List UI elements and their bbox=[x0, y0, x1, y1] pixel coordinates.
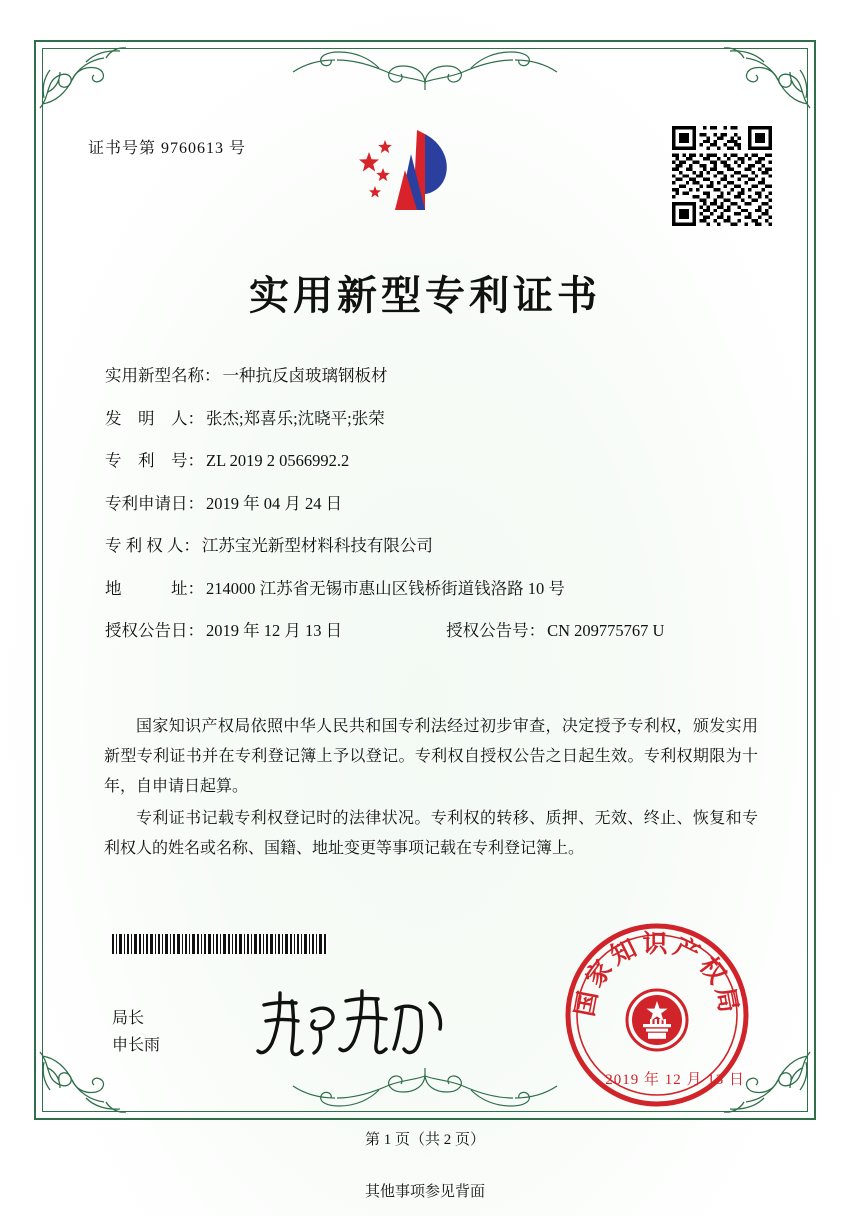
top-ornament-icon bbox=[275, 38, 575, 90]
corner-ornament-icon bbox=[36, 42, 128, 112]
signature-block bbox=[112, 1005, 160, 1059]
field-value: CN 209775767 U bbox=[547, 621, 665, 640]
legal-text bbox=[104, 712, 758, 866]
cnipa-logo-icon bbox=[355, 124, 465, 239]
page-title: 实用新型专利证书 bbox=[249, 272, 601, 319]
grant-date-group bbox=[105, 623, 342, 640]
grant-number-group bbox=[446, 623, 664, 640]
page-number: 第 1 页（共 2 页） bbox=[364, 1132, 485, 1148]
field-label: 授权公告号： bbox=[446, 621, 546, 640]
signature-name: 申长雨 bbox=[112, 1037, 161, 1054]
field-label: 专 利 权 人： bbox=[105, 536, 200, 555]
field-value: 江苏宝光新型材料科技有限公司 bbox=[201, 536, 433, 555]
field-label: 实用新型名称： bbox=[105, 366, 221, 385]
field-label: 地 址： bbox=[105, 578, 204, 598]
field-value: 214000 江苏省无锡市惠山区钱桥街道钱洛路 10 号 bbox=[206, 578, 565, 598]
field-label: 发 明 人： bbox=[105, 408, 204, 428]
seal-date: 2019 年 12 月 13 日 bbox=[605, 1072, 745, 1088]
field-list bbox=[105, 368, 760, 662]
field-value: 张杰;郑喜乐;沈晓平;张荣 bbox=[206, 408, 385, 428]
barcode bbox=[112, 934, 328, 954]
back-note: 其他事项参见背面 bbox=[364, 1184, 485, 1200]
field-label: 授权公告日： bbox=[105, 621, 204, 640]
field-row-patentee bbox=[105, 538, 760, 555]
signature-role: 局长 bbox=[112, 1010, 145, 1027]
field-row-application-date bbox=[105, 493, 760, 513]
bottom-ornament-icon bbox=[275, 1068, 575, 1120]
svg-text:国家知识产权局: 国家知识产权局 bbox=[569, 929, 745, 1019]
corner-ornament-icon bbox=[722, 42, 814, 112]
field-label: 专利申请日： bbox=[105, 493, 204, 513]
field-row-patent-number bbox=[105, 453, 760, 470]
paragraph-1: 国家知识产权局依照中华人民共和国专利法经过初步审查，决定授予专利权，颁发实用新型专利证书并在专利登记簿上予以登记。专利权自授权公告之日起生效。专利权期限为十年，自申请日起算。 bbox=[104, 718, 758, 795]
field-value: 一种抗反卤玻璃钢板材 bbox=[222, 366, 388, 385]
field-row-name bbox=[105, 368, 760, 385]
field-value: 2019 年 12 月 13 日 bbox=[206, 621, 343, 640]
paragraph-2: 专利证书记载专利权登记时的法律状况。专利权的转移、质押、无效、终止、恢复和专利权人的姓名或名称、国籍、地址变更等事项记载在专利登记簿上。 bbox=[104, 810, 758, 857]
qr-code-icon bbox=[672, 126, 772, 226]
field-row-address bbox=[105, 578, 760, 598]
field-row-grant bbox=[105, 623, 760, 640]
field-row-inventors bbox=[105, 408, 760, 428]
field-value: 2019 年 04 月 24 日 bbox=[206, 493, 343, 513]
certificate-number: 证书号第 9760613 号 bbox=[88, 140, 247, 157]
field-label: 专 利 号： bbox=[105, 451, 204, 470]
handwritten-signature-icon bbox=[250, 985, 450, 1065]
field-value: ZL 2019 2 0566992.2 bbox=[206, 451, 350, 470]
